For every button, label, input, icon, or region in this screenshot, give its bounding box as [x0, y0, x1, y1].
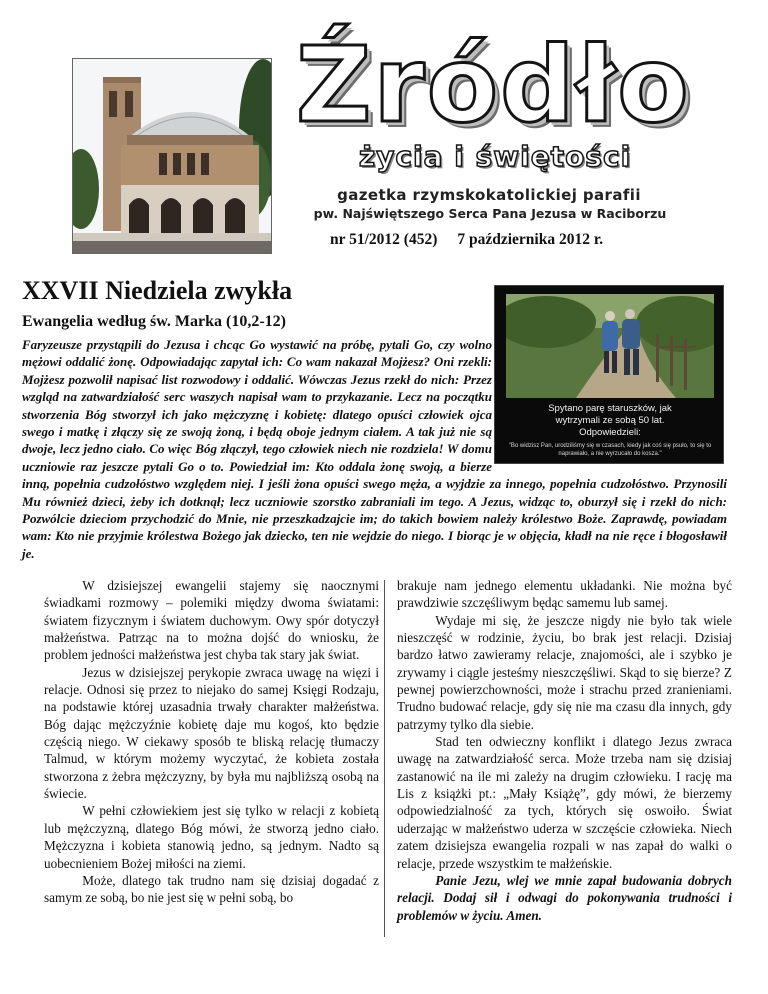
photo-float-spacer — [502, 336, 727, 468]
gospel-passage-text: Faryzeusze przystąpili do Jezusa i chcąc Go wystawić na próbę, pytali Go, czy wolno mężowi oddalić żonę. Odpowiadając zapytał ich: Co wam nakazał Mojżesz? Oni rzekli: Mojżesz pozwolił napisać list rozwodowy i oddalić. Wówczas Jezus rzekł do nich: Przez wzgląd na zatwardziałość serc waszych napisał wam to przykazanie. Lecz na początku stworzenia Bóg stworzył ich jako mężczyznę i kobietę: dlatego opuści człowiek ojca swego i matkę i złączy się ze swoją żoną, i będą oboje jednym ciałem. A tak już nie są dwoje, lecz jedno ciało. Co więc Bóg złączył, tego człowiek niech nie rozdziela! W domu uczniowie raz jeszcze pytali Go o to. Powiedział im: Kto oddala żonę swoją, a bierze inną, popełnia cudzołóstwo względem niej. I jeśli żona opuści swego męża, a wyjdzie za innego, popełnia cudzołóstwo. Przynosili Mu również dzieci, żeby ich dotknął; lecz uczniowie szorstko zabraniali im tego. A Jezus, widząc to, oburzył się i rzekł do nich: Pozwólcie dzieciom przychodzić do Mnie, nie przeszkadzajcie im; do takich bowiem należy królestwo Boże. Zaprawdę, powiadam wam: Kto nie przyjmie królestwa Bożego jak dziecko, ten nie wejdzie do niego. I biorąc je w objęcia, kładł na nie ręce i błogosławił je. — [22, 337, 727, 561]
right-column — [397, 577, 732, 924]
column-divider — [384, 580, 385, 937]
masthead-subtitle: życia i świętości — [358, 140, 632, 173]
masthead-title: Źródło — [296, 24, 691, 146]
gospel-reference: Ewangelia według św. Marka (10,2-12) — [22, 313, 286, 330]
church-photo — [72, 58, 272, 254]
issue-info — [330, 231, 603, 249]
paragraph: W dzisiejszej ewangelii stajemy się naocznymi świadkami rozmowy – polemiki między dwoma światami: światem fizycznym i światem duchowym. Owy spór dotyczył małżeństwa. Patrząc na to można dojść do wniosku, że problem jedności małżeństwa jest chyba tak stary jak świat. — [44, 578, 379, 663]
gospel-passage — [22, 336, 727, 562]
issue-date: 7 października 2012 r. — [457, 231, 604, 248]
paragraph: Wydaje mi się, że jeszcze nigdy nie było tak wiele nieszczęść w rodzinie, życiu, bo brak jest relacji. Dzisiaj bardzo łatwo zawieramy relacje, znajomości, ale i szybko je zrywamy i ciągle jesteśmy nieszczęśliwi. Skąd to się bierze? Z pewnej powierzchowności, może i strachu przed zranieniami. Trudno budować relacje, gdy się nie ma czasu dla innych, gdy patrzymy tylko dla siebie. — [397, 612, 732, 732]
article-title: XXVII Niedziela zwykła — [22, 276, 293, 305]
paragraph: brakuje nam jednego elementu układanki. Nie można być prawdziwie szczęśliwym będąc samemu lub samej. — [397, 578, 732, 611]
issue-number: nr 51/2012 (452) — [330, 231, 438, 248]
publication-tagline: gazetka rzymskokatolickiej parafii — [337, 186, 641, 204]
photo-quote: "Bo widzisz Pan, urodziliśmy się w czasach, kiedy jak coś się psuło, to się to naprawiało, a nie wyrzucało do kosza." — [508, 443, 712, 457]
paragraph: Stad ten odwieczny konflikt i dlatego Jezus zwraca uwagę na zatwardziałość serca. Może trzeba nam się dzisiaj zastanowić na ile mi zależy na drugim człowieku. I rację ma Lis z książki pt.: „Mały Książę”, gdy mówi, że bierzemy odpowiedzialność za tych, których się oswoiło. Świat uderzając w małżeństwo uderza w szczęście człowieka. Niech zatem dzisiejsza ewangelia rozpali w nas zapał do walki o relacje, przede wszystkim te małżeńskie. — [397, 734, 732, 871]
paragraph: W pełni człowiekiem jest się tylko w relacji z kobietą lub mężczyzną, dlatego Bóg mówi, że stworzą jedno ciało. Mężczyzna i kobieta stanowią jedno, są jednym. Nadto są uobecnieniem Bożej miłości na ziemi. — [44, 803, 379, 871]
left-column — [44, 577, 379, 907]
parish-name: pw. Najświętszego Serca Pana Jezusa w Raciborzu — [313, 206, 667, 221]
paragraph: Jezus w dzisiejszej perykopie zwraca uwagę na więzi i relacje. Odnosi się przez to niejako do samej Księgi Rodzaju, na podstawie której uzasadnia trwały charakter małżeństwa. Bóg dając mężczyźnie kobietę daje mu kogoś, kto będzie częścią niego. W ciekawy sposób te bliską relację tłumaczy Talmud, w którym możemy wyczytać, że kobieta została stworzona z żebra mężczyzny, by była mu najbliższą osobą na świecie. — [44, 664, 379, 802]
closing-prayer: Panie Jezu, wlej we mnie zapał budowania dobrych relacji. Dodaj sił i odwagi do pokonywania trudności i problemów w życiu. Amen. — [397, 872, 732, 923]
paragraph: Może, dlatego tak trudno nam się dzisiaj dogadać z samym ze sobą, bo nie jest się w pełni sobą, bo — [44, 872, 379, 906]
photo-caption: Spytano parę staruszków, jak wytrzymali ze sobą 50 lat. Odpowiedzieli: — [548, 403, 672, 438]
